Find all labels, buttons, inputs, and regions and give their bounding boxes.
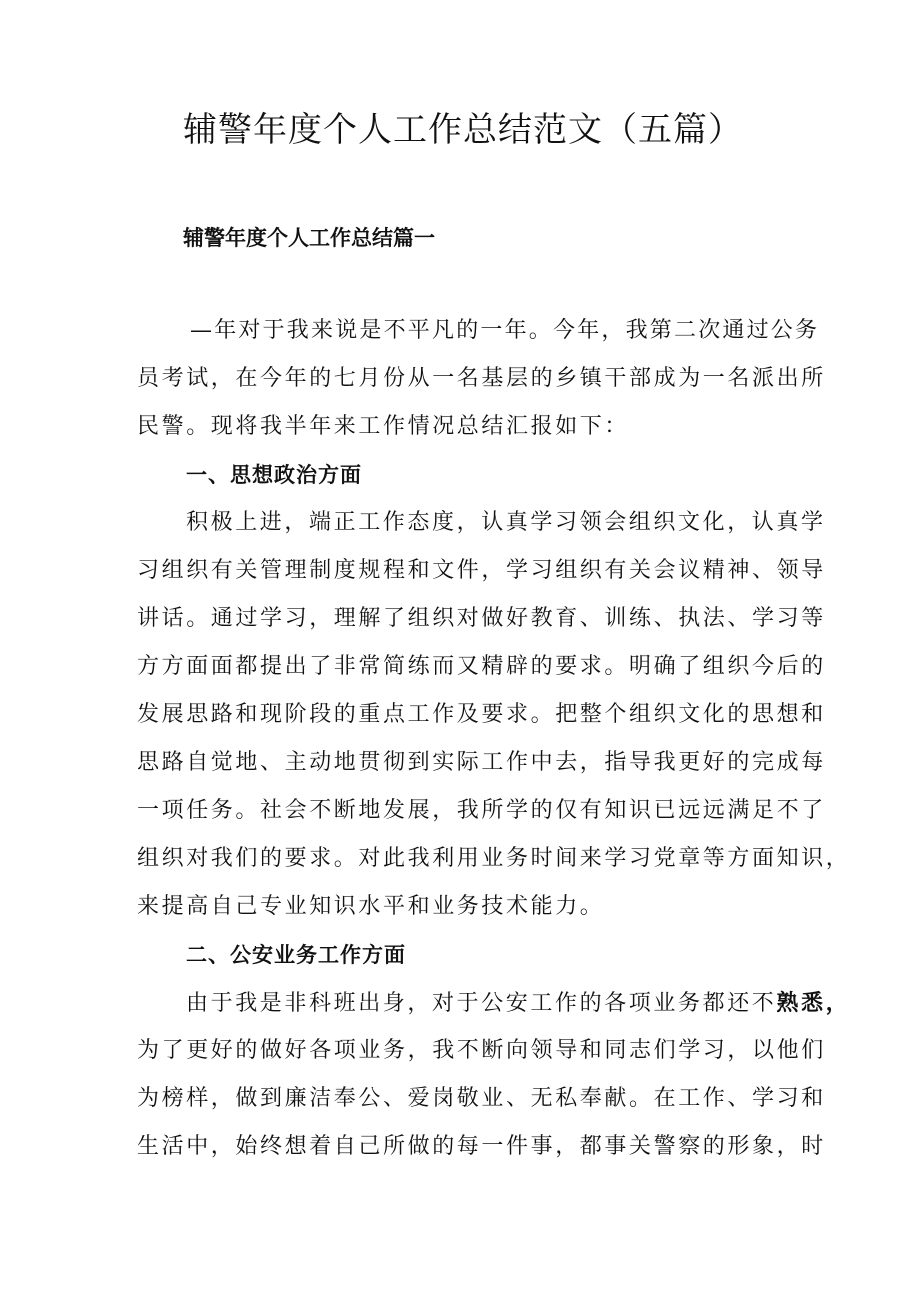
- paragraph-line: 积极上进，端正工作态度，认真学习领会组织文化，认真学: [186, 510, 826, 535]
- emphasis-text: 熟悉，: [776, 990, 851, 1016]
- heading-police-work: 二、公安业务工作方面: [186, 943, 406, 967]
- paragraph-line: [186, 985, 851, 1022]
- paragraph-line: 习组织有关管理制度规程和文件，学习组织有关会议精神、领导: [137, 558, 826, 583]
- paragraph-line: 生活中，始终想着自己所做的每一件事，都事关警察的形象，时: [137, 1134, 826, 1159]
- paragraph-line: 发展思路和现阶段的重点工作及要求。把整个组织文化的思想和: [137, 702, 826, 727]
- paragraph-text: 由于我是非科班出身，对于公安工作的各项业务都还不: [186, 991, 777, 1016]
- intro-line: 员考试，在今年的七月份从一名基层的乡镇干部成为一名派出所: [137, 366, 826, 391]
- paragraph-line: 讲话。通过学习，理解了组织对做好教育、训练、执法、学习等: [137, 606, 826, 631]
- paragraph-line: 为榜样，做到廉洁奉公、爱岗敬业、无私奉献。在工作、学习和: [137, 1086, 826, 1111]
- paragraph-line: 方方面面都提出了非常简练而又精辟的要求。明确了组织今后的: [137, 654, 826, 679]
- paragraph-line: 组织对我们的要求。对此我利用业务时间来学习党章等方面知识，: [137, 846, 851, 871]
- paragraph-line: 为了更好的做好各项业务，我不断向领导和同志们学习，以他们: [137, 1038, 826, 1063]
- intro-line: —年对于我来说是不平凡的一年。今年，我第二次通过公务: [190, 318, 820, 343]
- paragraph-line: 一项任务。社会不断地发展，我所学的仅有知识已远远满足不了: [137, 798, 826, 823]
- heading-ideology: 一、思想政治方面: [186, 463, 362, 487]
- document-title: 辅警年度个人工作总结范文（五篇）: [183, 110, 743, 150]
- intro-line: 民警。现将我半年来工作情况总结汇报如下：: [137, 414, 630, 439]
- paragraph-line: 思路自觉地、主动地贯彻到实际工作中去，指导我更好的完成每: [137, 750, 826, 775]
- section-title: 辅警年度个人工作总结篇一: [183, 226, 435, 250]
- paragraph-line: 来提高自己专业知识水平和业务技术能力。: [137, 894, 605, 919]
